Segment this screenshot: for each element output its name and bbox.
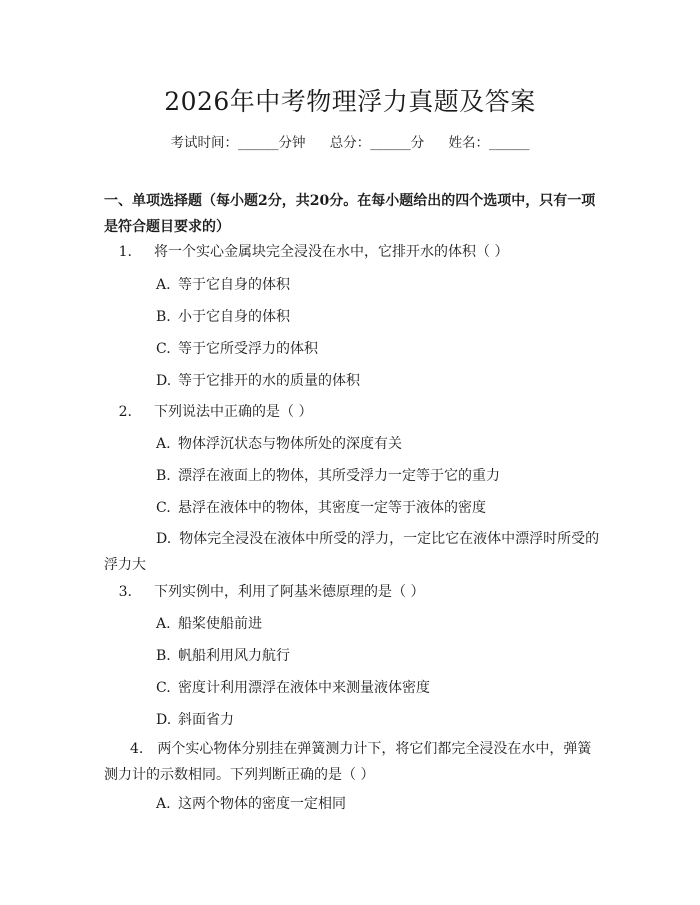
option-letter: B. bbox=[156, 468, 171, 484]
option-text: 等于它排开的水的质量的体积 bbox=[178, 373, 360, 389]
option-text: 悬浮在液体中的物体，其密度一定等于液体的密度 bbox=[178, 500, 486, 516]
option-letter: D. bbox=[156, 373, 172, 389]
option-1a bbox=[156, 275, 606, 295]
option-letter: A. bbox=[156, 796, 171, 812]
option-3c bbox=[156, 678, 606, 698]
option-text: 等于它所受浮力的体积 bbox=[178, 341, 318, 357]
page-title: 2026年中考物理浮力真题及答案 bbox=[164, 87, 536, 116]
option-3d bbox=[156, 710, 606, 730]
option-letter: B. bbox=[156, 648, 171, 664]
option-letter: C. bbox=[156, 341, 171, 357]
question-1 bbox=[104, 238, 604, 266]
question-2 bbox=[104, 398, 604, 426]
exam-meta bbox=[0, 131, 700, 151]
section-heading: 一、单项选择题（每小题2分，共20分。在每小题给出的四个选项中，只有一项是符合题目要求的） bbox=[104, 193, 596, 235]
option-text: 斜面省力 bbox=[178, 712, 234, 728]
option-3a bbox=[156, 614, 606, 634]
option-letter: A. bbox=[156, 616, 171, 632]
option-letter: C. bbox=[156, 680, 171, 696]
option-letter: C. bbox=[156, 500, 171, 516]
option-2c bbox=[156, 498, 606, 518]
option-1c bbox=[156, 339, 606, 359]
option-text: 物体完全浸没在液体中所受的浮力，一定比它在液体中漂浮时所受的浮力大 bbox=[104, 531, 600, 573]
option-letter: D. bbox=[156, 712, 172, 728]
option-1b bbox=[156, 307, 606, 327]
option-letter: B. bbox=[156, 309, 171, 325]
option-1d bbox=[156, 371, 606, 391]
option-2d bbox=[104, 526, 604, 578]
option-text: 这两个物体的密度一定相同 bbox=[178, 796, 346, 812]
option-letter: A. bbox=[156, 277, 171, 293]
option-text: 帆船利用风力航行 bbox=[178, 648, 290, 664]
question-text: 将一个实心金属块完全浸没在水中，它排开水的体积（ ） bbox=[154, 244, 509, 260]
student-name-field: 姓名：______ bbox=[448, 135, 530, 151]
option-2a bbox=[156, 434, 606, 454]
question-text: 下列说法中正确的是（ ） bbox=[154, 404, 313, 420]
option-4a bbox=[156, 794, 606, 814]
option-text: 密度计利用漂浮在液体中来测量液体密度 bbox=[178, 680, 430, 696]
option-text: 船桨使船前进 bbox=[178, 616, 262, 632]
option-text: 等于它自身的体积 bbox=[178, 277, 290, 293]
option-letter: D. bbox=[156, 531, 172, 547]
option-letter: A. bbox=[156, 436, 171, 452]
question-number: 3. bbox=[118, 584, 132, 600]
question-text: 下列实例中，利用了阿基米德原理的是（ ） bbox=[154, 584, 425, 600]
question-number: 2. bbox=[118, 404, 132, 420]
option-3b bbox=[156, 646, 606, 666]
question-3 bbox=[104, 578, 604, 606]
exam-time-field: 考试时间：______分钟 bbox=[170, 135, 306, 151]
question-text: 两个实心物体分别挂在弹簧测力计下，将它们都完全浸没在水中，弹簧测力计的示数相同。下列判断正确的是（ ） bbox=[104, 741, 592, 783]
option-text: 漂浮在液面上的物体，其所受浮力一定等于它的重力 bbox=[178, 468, 500, 484]
question-number: 1. bbox=[118, 244, 132, 260]
question-number: 4. bbox=[130, 741, 144, 757]
option-text: 小于它自身的体积 bbox=[178, 309, 290, 325]
option-2b bbox=[156, 466, 606, 486]
total-score-field: 总分：______分 bbox=[329, 135, 425, 151]
question-4 bbox=[104, 736, 604, 788]
option-text: 物体浮沉状态与物体所处的深度有关 bbox=[178, 436, 402, 452]
